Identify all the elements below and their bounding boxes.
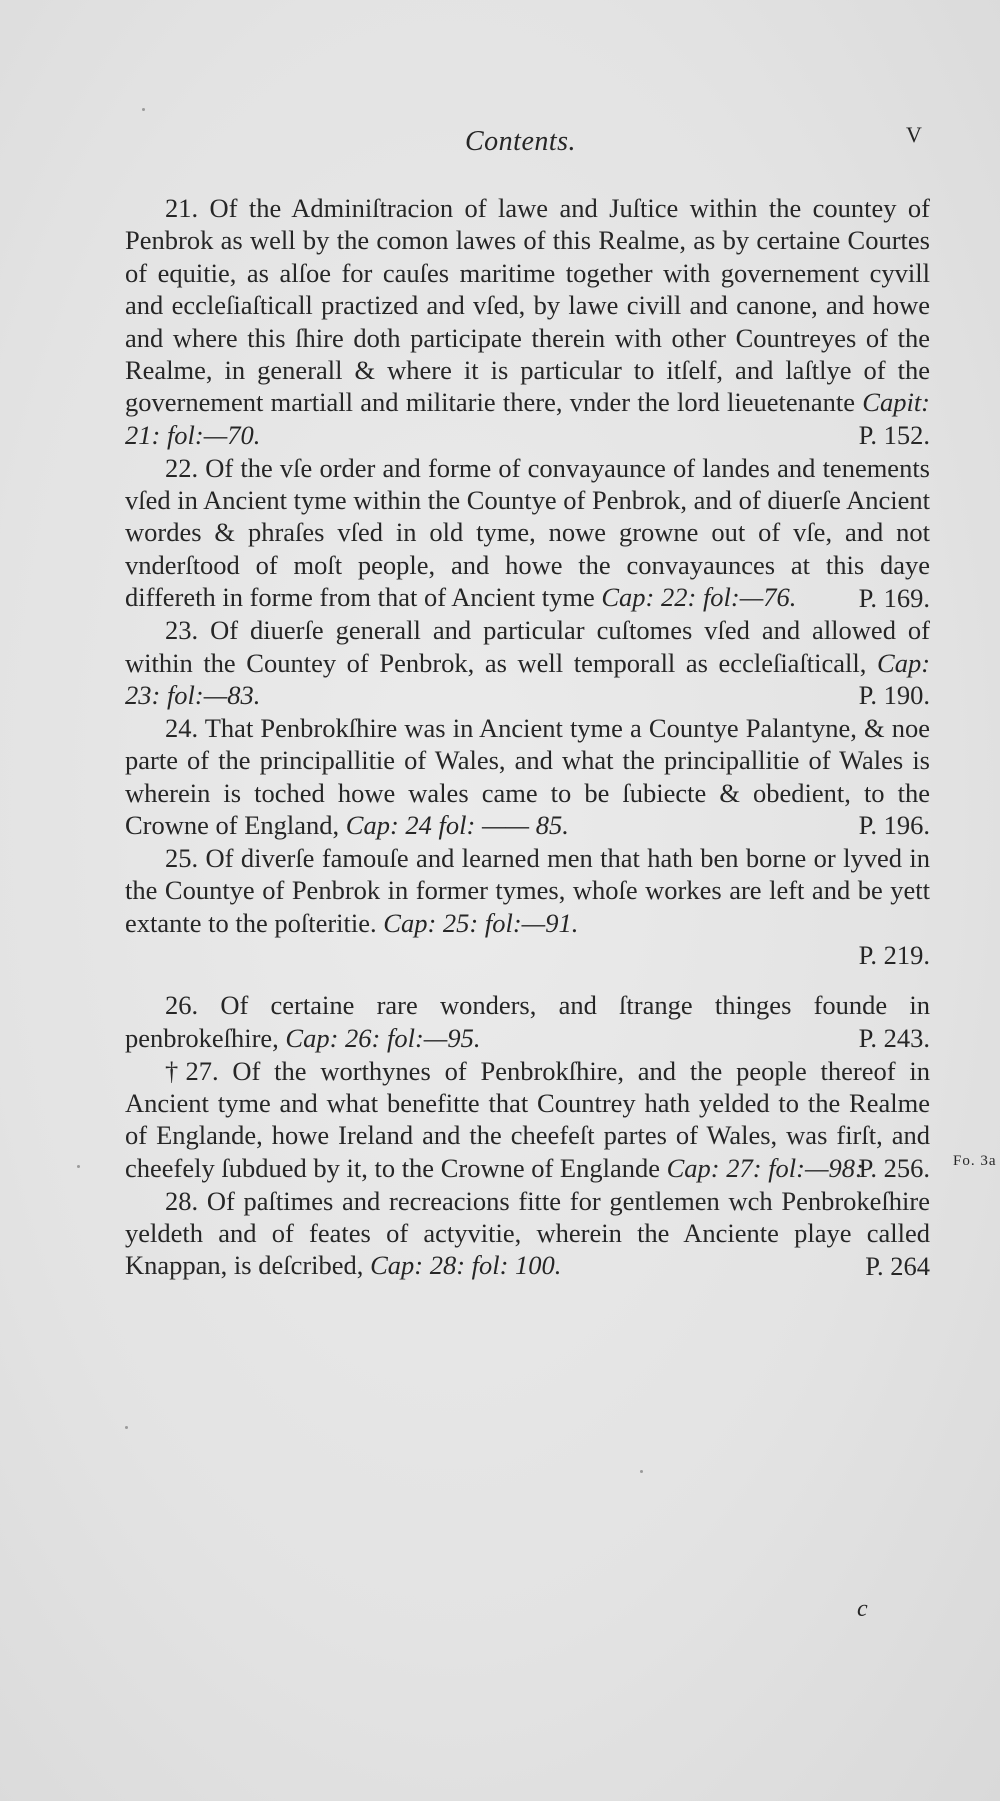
contents-entry-27 [125,1055,930,1185]
entry-page: P. 256. [858,1153,930,1184]
entry-text: 21. Of the Adminiſtracion of lawe and Juſtice within the countey of Penbrok as well by the comon lawes of this Realme, as by certaine Courtes of equitie, as alſoe for cauſes maritime together with governement cyvill and eccleſiaſticall practized and vſed, by lawe civill and canone, and howe and where this ſhire doth participate therein with other Countreyes of the Realme, in generall & where it is particular to itſelf, and laſtlye of the governement martiall and militarie there, vnder the lord lieuetenante [125,193,930,418]
contents-entry-21 [125,192,930,452]
entry-page: P. 169. [858,582,930,613]
entry-text: 28. Of paſtimes and recreacions fitte for gentlemen wch Penbrokeſhire yeldeth and of feates of actyvitie, wherein the Anciente playe called Knappan, is deſcribed, [125,1185,930,1281]
entry-text: †27. Of the worthynes of Penbrokſhire, and the people thereof in Ancient tyme and what benefitte that Countrey hath yelded to the Realme of Englande, howe Ireland and the cheefeſt partes of Wales, was firſt, and cheefely ſubdued by it, to the Crowne of Englande [125,1055,930,1183]
contents-entry-28 [125,1185,930,1283]
entry-reference: Cap: 27: fol:—98: [666,1152,864,1183]
entry-reference: Cap: 23: fol:—83. [125,647,931,710]
running-head-title: Contents. [465,126,577,157]
entry-reference: Cap: 26: fol:—95. [285,1022,481,1053]
margin-folio-note: Fo. 3a [953,1153,997,1169]
contents-entry-25 [125,842,930,972]
paper-speck [77,1165,80,1168]
entry-page: P. 196. [858,810,930,841]
entry-gap [125,971,930,989]
entry-page: P. 152. [858,420,930,451]
entry-reference: Cap: 25: fol:—91. [383,907,579,938]
page-number: V [906,122,923,147]
contents-entry-26 [125,989,930,1054]
contents-entry-22 [125,452,930,614]
entry-text: 23. Of diuerſe generall and particular cuſtomes vſed and allowed of within the Countey of Penbrok, as well temporall as eccleſiaſticall, [125,615,930,678]
entry-text: 26. Of certaine rare wonders, and ſtrange thinges founde in penbrokeſhire, [125,990,930,1053]
entry-text: 24. That Penbrokſhire was in Ancient tyme a Countye Palantyne, & noe parte of the principallitie of Wales, and what the principallitie of Wales is wherein is toched howe wales came to be ſubiecte & obedient, to the Crowne of England, [125,712,930,840]
paper-speck [125,1426,128,1429]
entry-reference: Cap: 22: fol:—76. [601,582,797,613]
entry-page: P. 264 [865,1250,930,1281]
contents-entry-23 [125,614,930,712]
entry-page: P. 243. [858,1023,930,1054]
paper-speck [640,1470,643,1473]
signature-mark: c [857,1596,868,1622]
paper-speck [142,108,145,111]
entry-page: P. 190. [858,680,930,711]
entry-text: 22. Of the vſe order and forme of convayaunce of landes and tenements vſed in Ancient tyme within the Countye of Penbrok, and of diuerſe Ancient wordes & phraſes vſed in old tyme, nowe growne out of vſe, and not vnderſtood of moſt people, and howe the convayaunces at this daye differeth in forme from that of Ancient tyme [125,452,930,613]
contents-entry-24 [125,712,930,842]
entry-reference: Capit: 21: fol:—70. [125,387,931,450]
entry-reference: Cap: 28: fol: 100. [370,1250,562,1281]
contents-list [125,192,930,1282]
entry-page: P. 219. [858,939,930,970]
entry-text: 25. Of diverſe famouſe and learned men that hath ben borne or lyved in the Countye of Penbrok in former tymes, whoſe workes are left and be yett extante to the poſteritie. [125,842,930,938]
entry-reference: Cap: 24 fol: —— 85. [345,809,569,840]
